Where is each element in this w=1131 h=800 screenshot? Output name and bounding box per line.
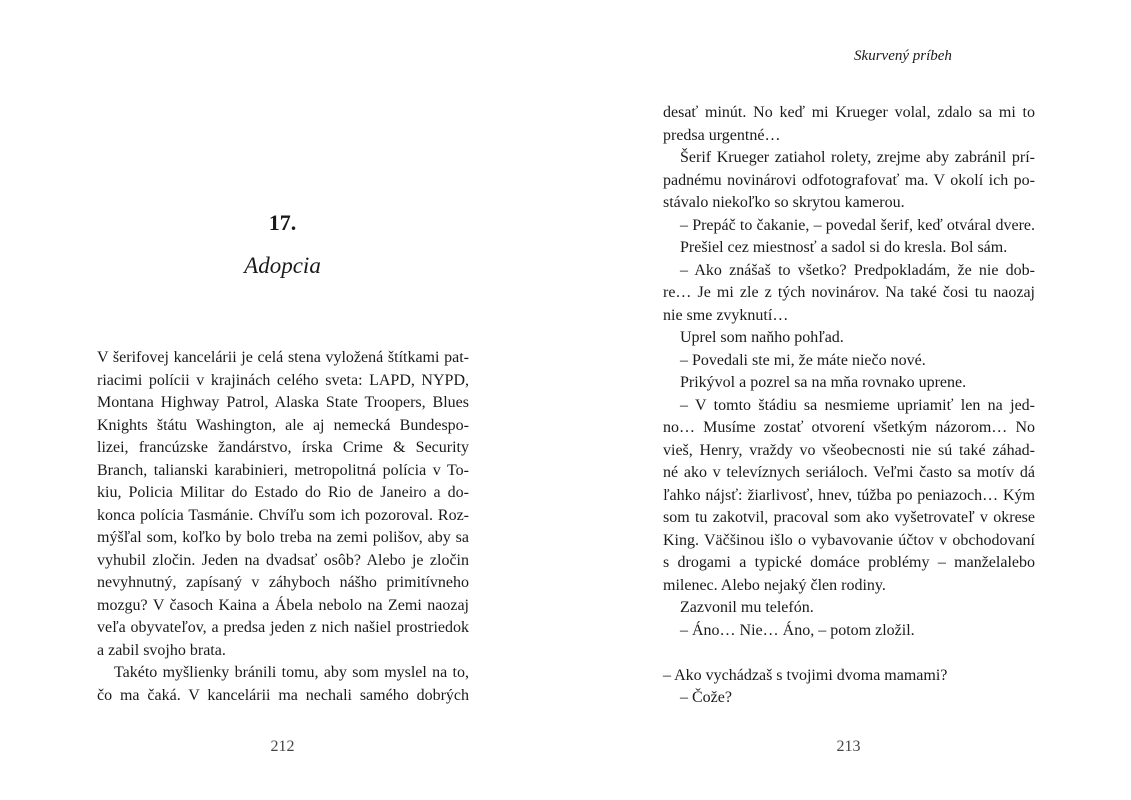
text-line: nevyhnutný, zapísaný v záhyboch nášho primitívneho	[97, 574, 469, 591]
text-line: lizei, francúzske žandárstvo, írska Crime & Security	[97, 439, 469, 456]
text-line: – Ako znášaš to všetko? Predpokladám, že nie dob-	[680, 261, 1035, 279]
text-line: Prešiel cez miestnosť a sadol si do kresla. Bol sám.	[680, 239, 1008, 256]
chapter-title: Adopcia	[244, 253, 321, 278]
left-body-text	[97, 347, 469, 707]
blank-line	[663, 642, 1035, 665]
text-line: ľahko nájsť: žiarlivosť, hnev, túžba po peniazoch… Kým	[663, 486, 1035, 504]
text-line: s drogami a typické domáce problémy – manželalebo	[663, 554, 1035, 571]
text-line: – Prepáč to čakanie, – povedal šerif, keď otváral dvere.	[680, 216, 1035, 234]
text-line: Branch, talianski karabinieri, metropolitná polícia v To-	[97, 461, 469, 479]
text-line: Zazvonil mu telefón.	[680, 599, 814, 616]
right-body-text	[663, 102, 1035, 710]
text-line: Montana Highway Patrol, Alaska State Troopers, Blues	[97, 394, 469, 411]
text-line: né ako v televíznych seriáloch. Veľmi často sa motív dá	[663, 464, 1035, 481]
text-line: padnému novinárovi odfotografovať ma. V okolí ich po-	[663, 171, 1035, 189]
text-line: Šerif Krueger zatiahol rolety, zrejme aby zabránil prí-	[680, 149, 1035, 166]
page-number: 212	[270, 738, 295, 755]
text-line: čo ma čaká. V kancelárii ma nechali samého dobrých	[97, 686, 469, 704]
text-line: Prikývol a pozrel sa na mňa rovnako uprene.	[680, 374, 967, 391]
text-line: desať minút. No keď mi Krueger volal, zdalo sa mi to	[663, 104, 1035, 121]
left-page	[0, 0, 565, 800]
running-header: Skurvený príbeh	[854, 48, 952, 64]
text-line: stávalo niekoľko so skrytou kamerou.	[663, 194, 905, 211]
text-line: kiu, Policia Militar do Estado do Rio de Janeiro a do-	[97, 484, 469, 501]
text-line: konca polícia Tasmánie. Chvíľu som ich pozoroval. Roz-	[97, 506, 469, 524]
page-number: 213	[836, 738, 861, 755]
text-line: vyhubil zločin. Jeden na dvadsať osôb? Alebo je zločin	[97, 551, 469, 569]
chapter-number: 17.	[268, 210, 297, 235]
text-line: milenec. Alebo nejaký člen rodiny.	[663, 576, 886, 594]
text-line: riacimi polícii v krajinách celého sveta: LAPD, NYPD,	[97, 371, 469, 389]
text-line: re… Je mi zle z tých novinárov. Na také čosi tu naozaj	[663, 284, 1035, 301]
text-line: Takéto myšlienky bránili tomu, aby som myslel na to,	[114, 664, 469, 681]
text-line: veľa obyvateľov, a predsa jeden z nich našiel prostriedok	[97, 619, 469, 636]
text-line: mýšľal som, koľko by bolo treba na zemi polišov, aby sa	[97, 529, 469, 546]
text-line: Knights štátu Washington, ale aj nemecká Bundespo-	[97, 416, 469, 434]
right-page	[566, 0, 1131, 800]
text-line: som tu zakotvil, pracoval som ako vyšetrovateľ v okrese	[663, 509, 1035, 526]
text-line: vieš, Henry, vraždy vo všeobecnosti nie sú také záhad-	[663, 441, 1035, 459]
text-line: predsa urgentné…	[663, 126, 781, 144]
text-line: – V tomto štádiu sa nesmieme upriamiť len na jed-	[680, 396, 1035, 414]
text-line: mozgu? V časoch Kaina a Ábela nebolo na Zemi naozaj	[97, 596, 469, 614]
text-line: a zabil svojho brata.	[97, 641, 226, 659]
text-line: nie sme zvyknutí…	[663, 306, 789, 324]
text-line: – Čože?	[680, 689, 732, 706]
text-line: V šerifovej kancelárii je celá stena vyložená štítkami pat-	[97, 349, 469, 366]
text-line: King. Väčšinou išlo o vybavovanie účtov v obchodovaní	[663, 531, 1035, 549]
text-line: Uprel som naňho pohľad.	[680, 329, 844, 346]
text-line: – Povedali ste mi, že máte niečo nové.	[680, 351, 926, 369]
text-line: – Ako vychádzaš s tvojimi dvoma mamami?	[663, 666, 948, 684]
text-line: – Áno… Nie… Áno, – potom zložil.	[680, 621, 915, 639]
text-line: no… Musíme zostať otvorení všetkým názorom… No	[663, 419, 1035, 436]
